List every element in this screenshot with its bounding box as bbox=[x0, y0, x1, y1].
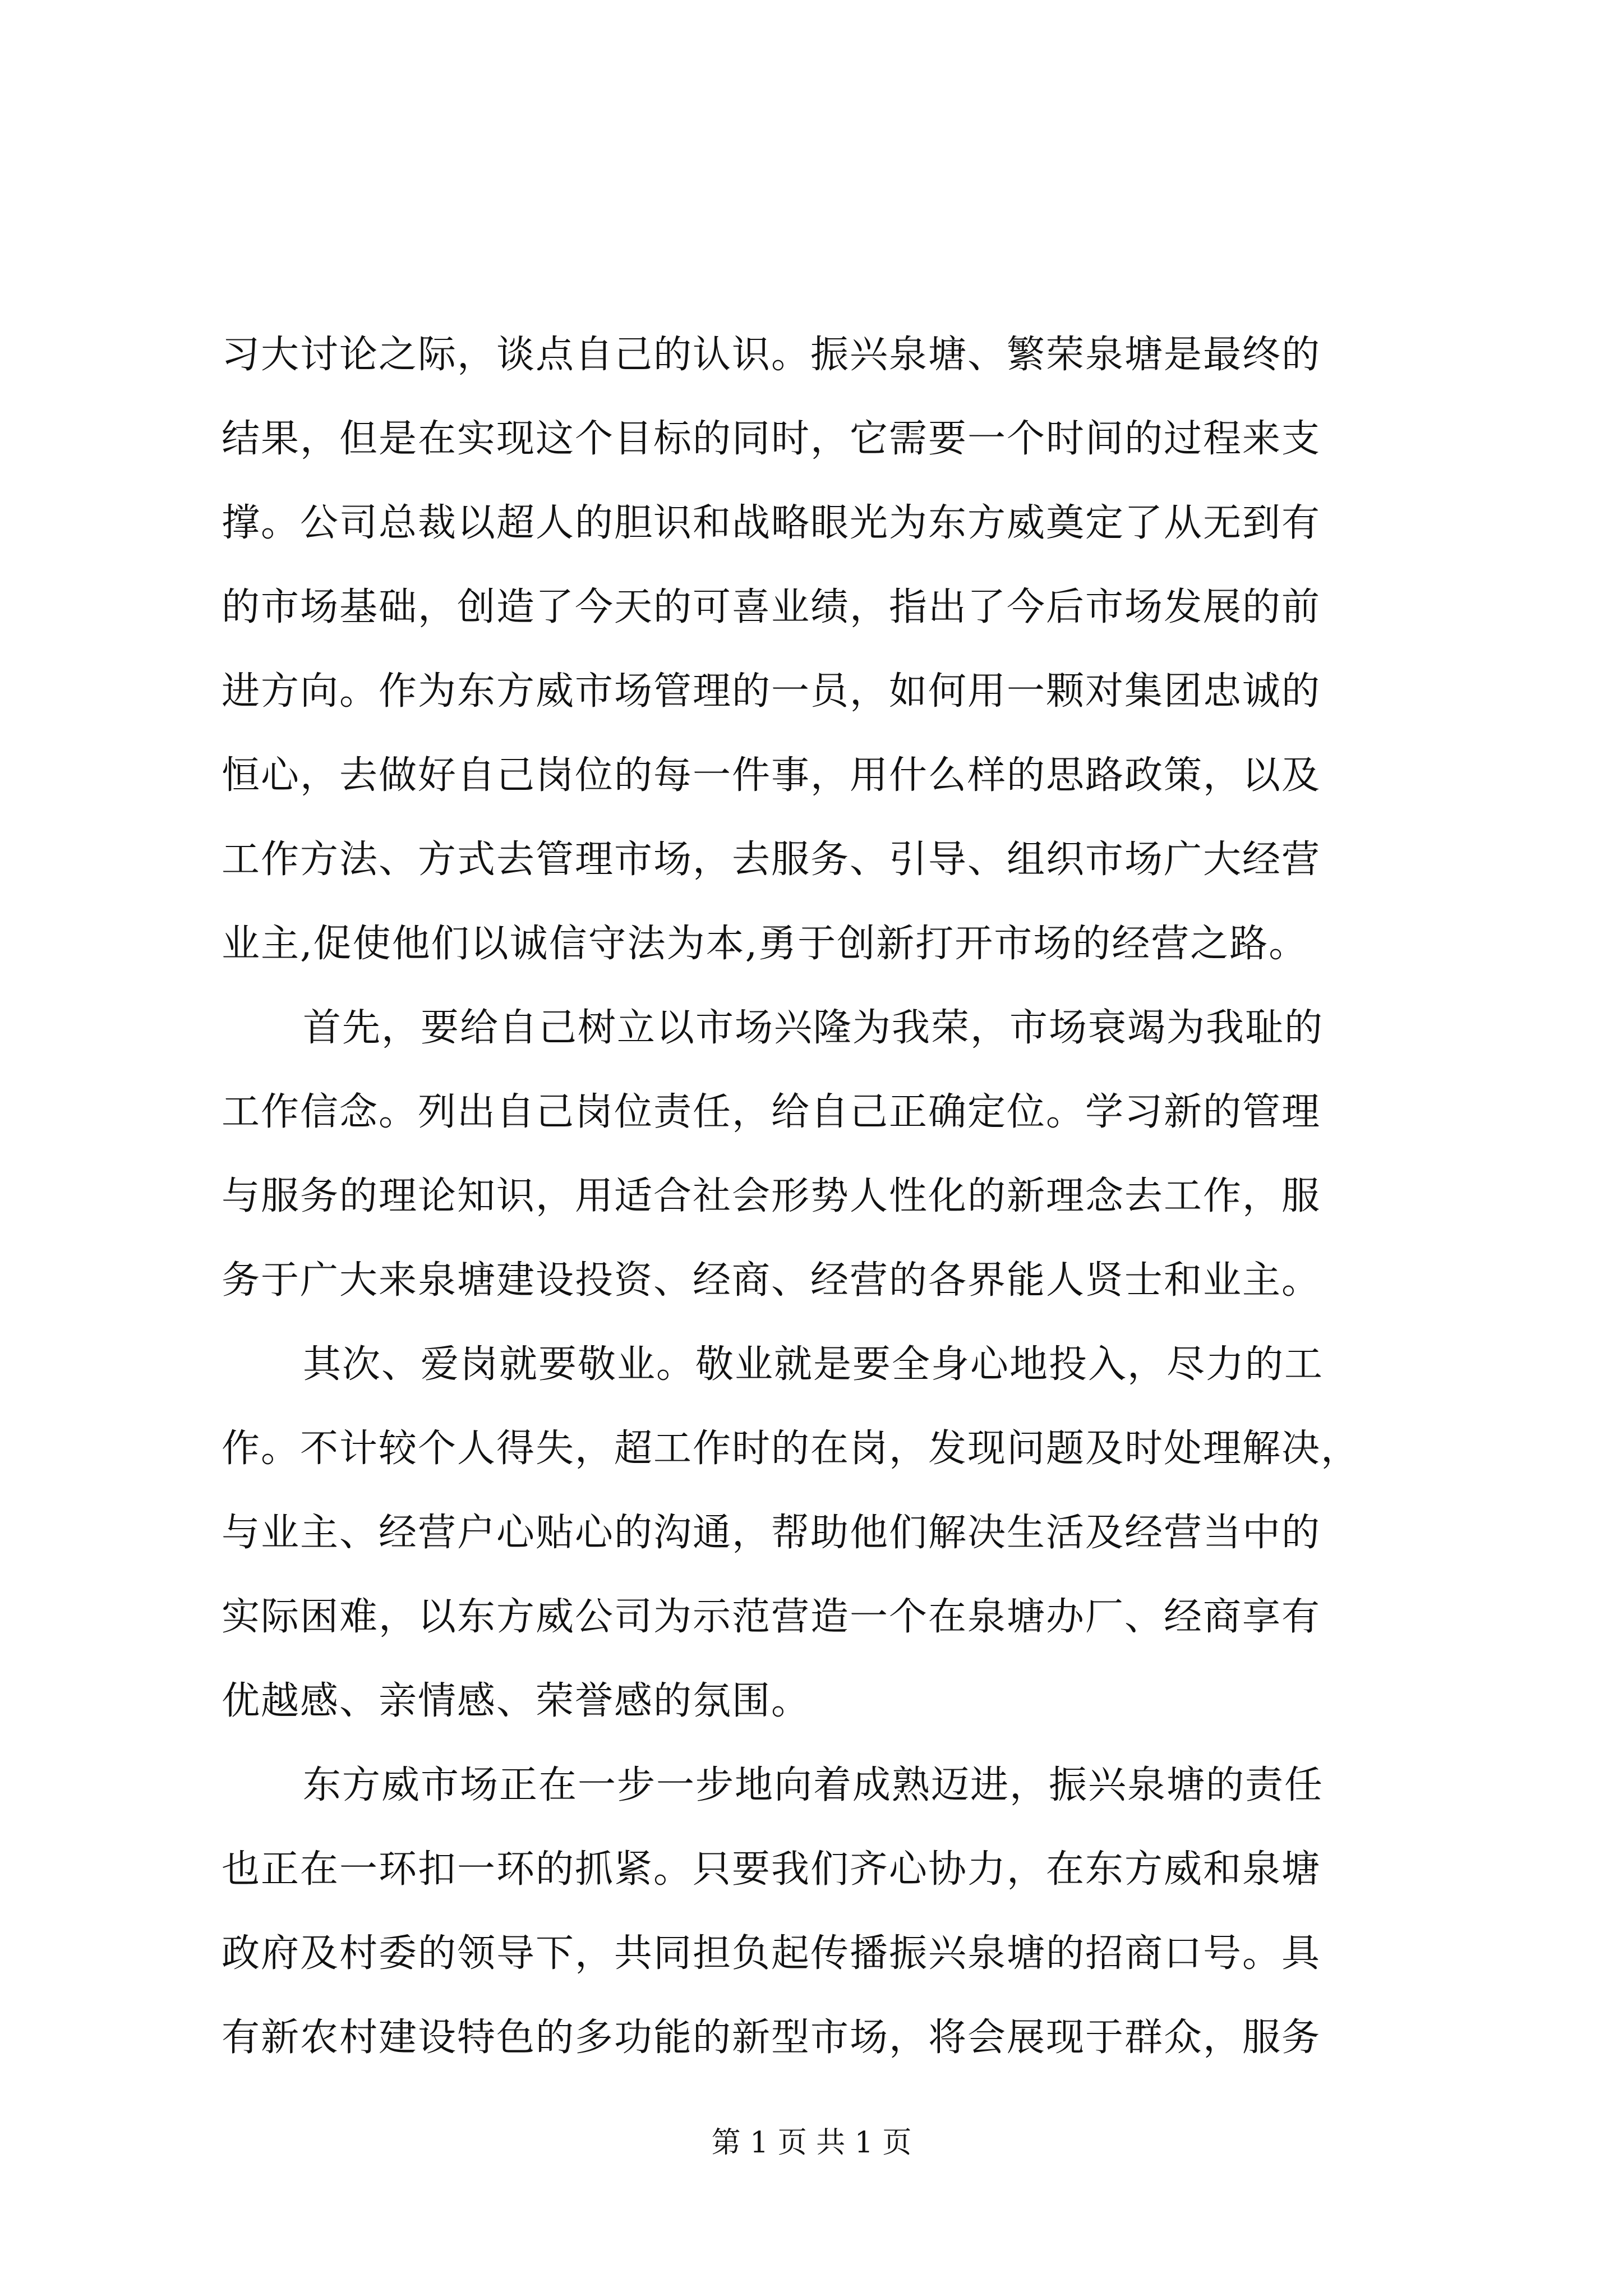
text-line: 的市场基础，创造了今天的可喜业绩，指出了今后市场发展的前 bbox=[222, 585, 1321, 629]
paragraph-first-line: 首先，要给自己树立以市场兴隆为我荣，市场衰竭为我耻的 bbox=[303, 1006, 1324, 1050]
text-line: 务于广大来泉塘建设投资、经商、经营的各界能人贤士和业主。 bbox=[222, 1258, 1321, 1303]
text-line: 恒心，去做好自己岗位的每一件事，用什么样的思路政策，以及 bbox=[222, 753, 1321, 798]
text-line: 与服务的理论知识，用适合社会形势人性化的新理念去工作，服 bbox=[222, 1174, 1321, 1218]
text-line: 工作方法、方式去管理市场，去服务、引导、组织市场广大经营 bbox=[222, 838, 1321, 882]
page-footer: 第 1 页 共 1 页 bbox=[711, 2126, 912, 2160]
paragraph-first-line: 其次、爱岗就要敬业。敬业就是要全身心地投入，尽力的工 bbox=[303, 1342, 1324, 1387]
paragraph-first-line: 东方威市场正在一步一步地向着成熟迈进，振兴泉塘的责任 bbox=[303, 1763, 1324, 1807]
text-line: 进方向。作为东方威市场管理的一员，如何用一颗对集团忠诚的 bbox=[222, 669, 1321, 714]
text-line: 实际困难，以东方威公司为示范营造一个在泉塘办厂、经商享有 bbox=[222, 1595, 1321, 1639]
text-line: 业主,促使他们以诚信守法为本,勇于创新打开市场的经营之路。 bbox=[222, 922, 1308, 966]
text-line: 政府及村委的领导下，共同担负起传播振兴泉塘的招商口号。具 bbox=[222, 1931, 1321, 1976]
text-line: 有新农村建设特色的多功能的新型市场，将会展现于群众，服务 bbox=[222, 2016, 1321, 2060]
text-line: 习大讨论之际，谈点自己的认识。振兴泉塘、繁荣泉塘是最终的 bbox=[222, 333, 1321, 377]
text-line: 结果，但是在实现这个目标的同时，它需要一个时间的过程来支 bbox=[222, 417, 1321, 461]
text-line: 优越感、亲情感、荣誉感的氛围。 bbox=[222, 1679, 811, 1723]
text-line: 撑。公司总裁以超人的胆识和战略眼光为东方威奠定了从无到有 bbox=[222, 501, 1321, 545]
text-line: 也正在一环扣一环的抓紧。只要我们齐心协力，在东方威和泉塘 bbox=[222, 1847, 1321, 1892]
text-line: 与业主、经营户心贴心的沟通，帮助他们解决生活及经营当中的 bbox=[222, 1511, 1321, 1555]
text-line: 工作信念。列出自己岗位责任，给自己正确定位。学习新的管理 bbox=[222, 1090, 1321, 1134]
text-line: 作。不计较个人得失，超工作时的在岗，发现问题及时处理解决， bbox=[222, 1427, 1361, 1471]
